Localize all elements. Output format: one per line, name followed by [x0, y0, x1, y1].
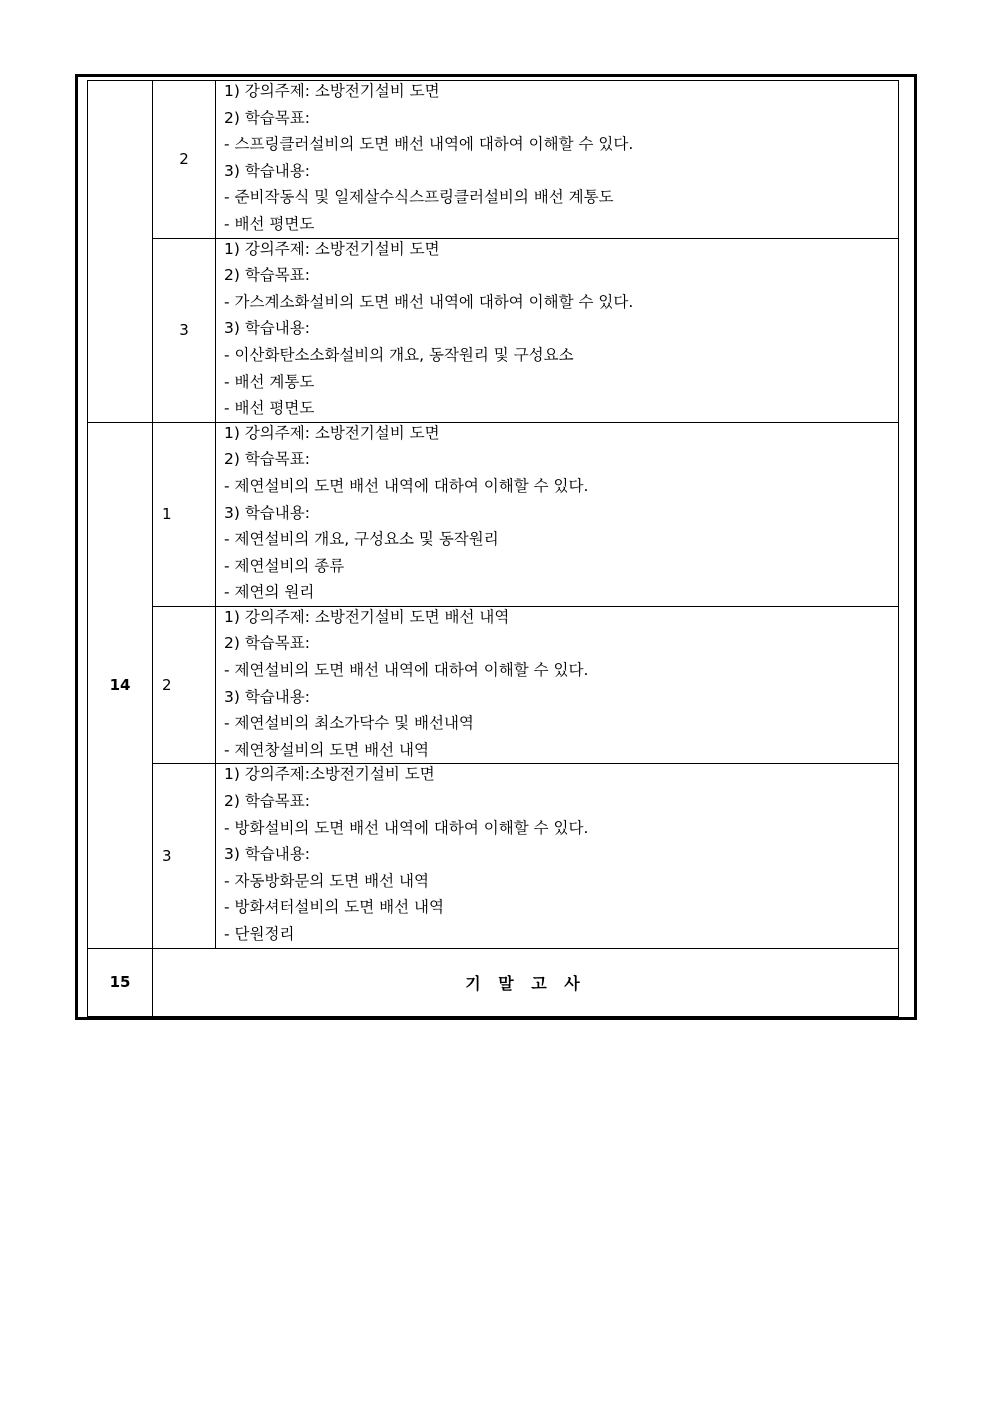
- content-line: - 스프링클러설비의 도면 배선 내역에 대하여 이해할 수 있다.: [224, 135, 634, 154]
- session-cell: 3: [153, 764, 216, 948]
- week-cell-blank: [88, 81, 153, 423]
- content-line: 3) 학습내용:: [224, 319, 310, 338]
- content-line: 3) 학습내용:: [224, 687, 310, 706]
- content-line: 1) 강의주제: 소방전기설비 도면: [224, 239, 440, 258]
- content-line: - 제연의 원리: [224, 583, 315, 602]
- content-line: - 단원정리: [224, 925, 295, 943]
- content-cell: [216, 238, 899, 422]
- session-cell: 2: [153, 606, 216, 764]
- content-line: - 배선 평면도: [224, 399, 315, 418]
- content-line: - 방화셔터설비의 도면 배선 내역: [224, 898, 444, 917]
- content-cell: [216, 422, 899, 606]
- content-line: - 배선 계통도: [224, 372, 315, 391]
- final-exam-label: 기 말 고 사: [153, 948, 899, 1016]
- content-line: 3) 학습내용:: [224, 845, 310, 864]
- content-line: - 배선 평면도: [224, 214, 315, 233]
- content-line: 2) 학습목표:: [224, 266, 310, 285]
- content-line: - 제연설비의 개요, 구성요소 및 동작원리: [224, 530, 499, 549]
- content-line: - 제연설비의 종류: [224, 556, 345, 575]
- week-number: 14: [88, 422, 153, 948]
- content-line: - 제연설비의 도면 배선 내역에 대하여 이해할 수 있다.: [224, 661, 589, 680]
- table-row: [88, 81, 899, 239]
- content-cell: [216, 764, 899, 948]
- session-cell: 3: [153, 238, 216, 422]
- table-row: [88, 606, 899, 764]
- content-line: - 준비작동식 및 일제살수식스프링클러설비의 배선 계통도: [224, 188, 614, 207]
- content-line: - 제연설비의 도면 배선 내역에 대하여 이해할 수 있다.: [224, 476, 589, 495]
- content-line: - 제연설비의 최소가닥수 및 배선내역: [224, 714, 474, 733]
- table-row: [88, 764, 899, 948]
- week-number: 15: [88, 948, 153, 1016]
- session-cell: 1: [153, 422, 216, 606]
- content-line: - 가스계소화설비의 도면 배선 내역에 대하여 이해할 수 있다.: [224, 292, 634, 311]
- content-line: 1) 강의주제:소방전기설비 도면: [224, 765, 435, 784]
- content-line: 3) 학습내용:: [224, 503, 310, 522]
- content-line: 3) 학습내용:: [224, 161, 310, 180]
- table-row: [88, 238, 899, 422]
- content-line: 2) 학습목표:: [224, 634, 310, 653]
- content-line: - 이산화탄소소화설비의 개요, 동작원리 및 구성요소: [224, 345, 574, 364]
- session-cell: 2: [153, 81, 216, 239]
- content-cell: [216, 606, 899, 764]
- content-line: 2) 학습목표:: [224, 108, 310, 127]
- content-line: 2) 학습목표:: [224, 792, 310, 811]
- content-line: 1) 강의주제: 소방전기설비 도면 배선 내역: [224, 607, 510, 626]
- content-line: - 자동방화문의 도면 배선 내역: [224, 871, 429, 890]
- content-cell: [216, 81, 899, 239]
- content-line: 1) 강의주제: 소방전기설비 도면: [224, 423, 440, 442]
- content-line: 1) 강의주제: 소방전기설비 도면: [224, 82, 440, 100]
- table-row-final-exam: [88, 948, 899, 1016]
- content-line: - 방화설비의 도면 배선 내역에 대하여 이해할 수 있다.: [224, 818, 589, 837]
- table-row: [88, 422, 899, 606]
- content-line: 2) 학습목표:: [224, 450, 310, 469]
- content-line: - 제연창설비의 도면 배선 내역: [224, 740, 429, 759]
- syllabus-table: [87, 80, 899, 1017]
